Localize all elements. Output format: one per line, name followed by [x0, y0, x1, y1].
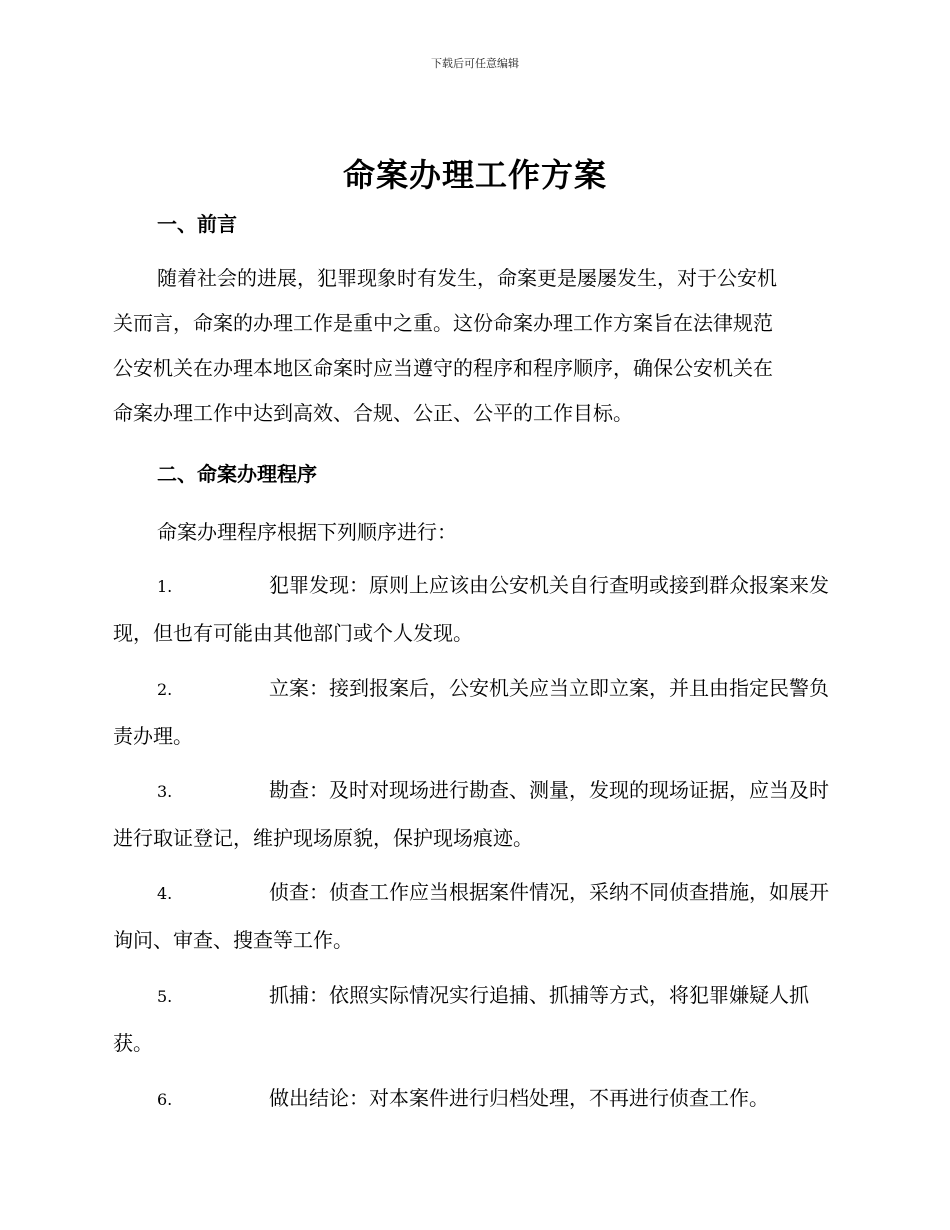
list-text: 犯罪发现：原则上应该由公安机关自行查明或接到群众报案来发 [269, 573, 829, 597]
preface-paragraph [113, 256, 833, 436]
list-text: 抓捕：依照实际情况实行追捕、抓捕等方式，将犯罪嫌疑人抓 [269, 983, 809, 1007]
list-text: 侦查：侦查工作应当根据案件情况，采纳不同侦查措施，如展开 [269, 880, 829, 904]
procedure-intro: 命案办理程序根据下列顺序进行： [157, 520, 457, 544]
list-text-continued: 询问、审查、搜查等工作。 [113, 928, 353, 952]
list-item [113, 562, 833, 656]
list-text: 做出结论：对本案件进行归档处理，不再进行侦查工作。 [269, 1086, 769, 1110]
paragraph-line: 命案办理工作中达到高效、合规、公正、公平的工作目标。 [113, 401, 633, 425]
list-text-continued: 进行取证登记，维护现场原貌，保护现场痕迹。 [113, 826, 533, 850]
list-text-continued: 获。 [113, 1031, 153, 1055]
list-number: 5. [157, 987, 173, 1006]
list-text-continued: 现，但也有可能由其他部门或个人发现。 [113, 621, 473, 645]
list-item [113, 665, 833, 759]
paragraph-line: 公安机关在办理本地区命案时应当遵守的程序和程序顺序，确保公安机关在 [113, 356, 773, 380]
document-title: 命案办理工作方案 [342, 156, 607, 194]
list-item [113, 972, 833, 1066]
header-note: 下载后可任意编辑 [431, 57, 519, 70]
list-number: 4. [157, 884, 173, 903]
list-text-continued: 责办理。 [113, 724, 193, 748]
list-number: 2. [157, 680, 173, 699]
list-text: 勘查：及时对现场进行勘查、测量，发现的现场证据，应当及时 [269, 778, 829, 802]
list-item [113, 869, 833, 963]
list-item [113, 1075, 833, 1123]
list-number: 3. [157, 782, 173, 801]
paragraph-line: 随着社会的进展，犯罪现象时有发生，命案更是屡屡发生，对于公安机 [157, 266, 777, 290]
list-item [113, 767, 833, 861]
list-number: 1. [157, 577, 173, 596]
section-heading-procedure: 二、命案办理程序 [157, 462, 317, 486]
paragraph-line: 关而言，命案的办理工作是重中之重。这份命案办理工作方案旨在法律规范 [113, 311, 773, 335]
section-heading-preface: 一、前言 [157, 212, 237, 236]
list-text: 立案：接到报案后，公安机关应当立即立案，并且由指定民警负 [269, 676, 829, 700]
list-number: 6. [157, 1090, 173, 1109]
